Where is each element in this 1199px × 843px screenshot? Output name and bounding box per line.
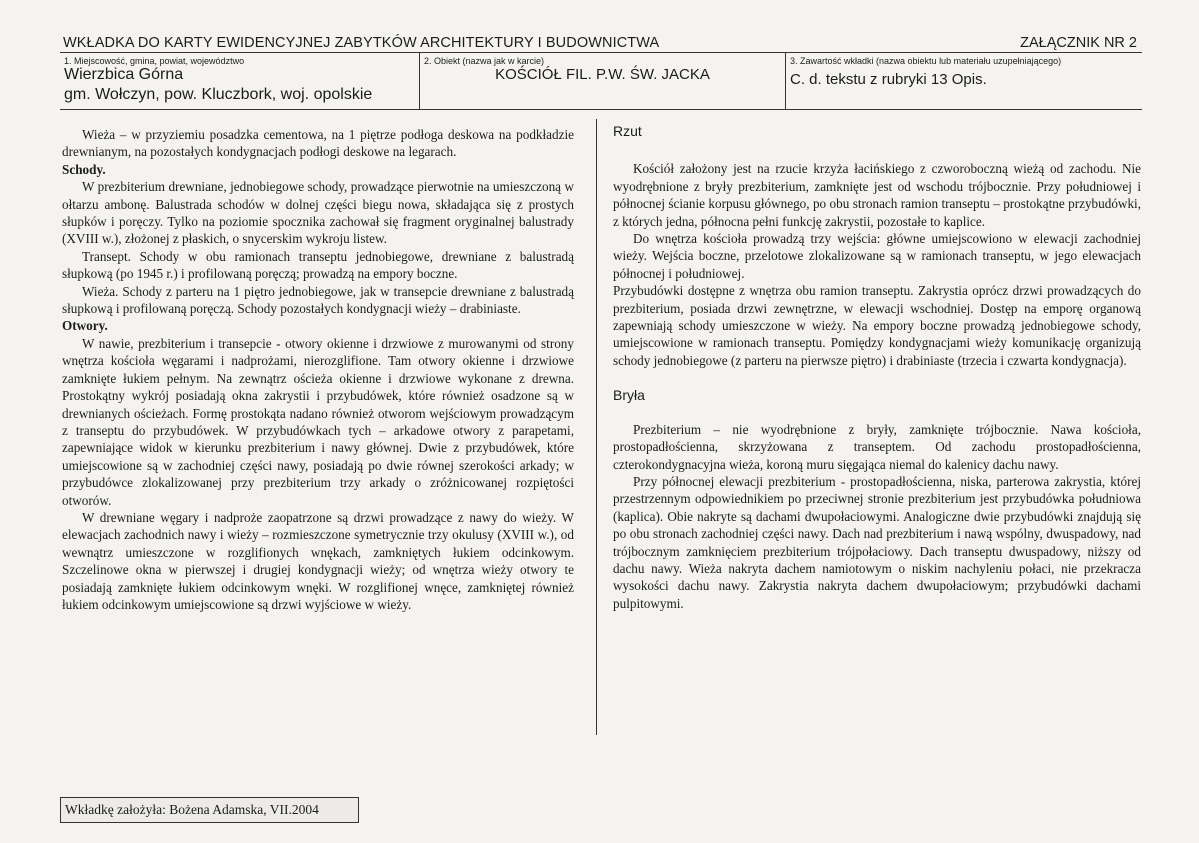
header-fields <box>60 52 1142 110</box>
contents-value: C. d. tekstu z rubryki 13 Opis. <box>790 71 987 88</box>
paragraph-massing-1: Prezbiterium – nie wyodrębnione z bryły, zamknięte trójbocznie. Nawa kościoła, prostopadłościenna, skrzyżowana z transeptem. Od zachodu prostopadłościenna, czterokondygnacyjna wieża, koroną muru sięgająca niemal do kalenicy dachu nawy. <box>613 421 1141 472</box>
field-object <box>419 53 785 109</box>
object-name: KOŚCIÓŁ FIL. P.W. ŚW. JACKA <box>495 66 710 83</box>
right-column <box>613 123 1141 612</box>
heading-plan: Rzut <box>613 123 642 139</box>
paragraph-plan-1: Kościół założony jest na rzucie krzyża łacińskiego z czworoboczną wieżą od zachodu. Nie wyodrębnione z bryły prezbiterium, zamknięte jest od wschodu trójbocznie. Przy południowej i północnej ścianie korpusu głównego, po obu stronach ramion transeptu – prostokątne przybudówki, z których jedna, północna pełni funkcję zakrystii, pozostałe to kaplice. <box>613 161 1141 229</box>
paragraph-stairs-tower: Wieża. Schody z parteru na 1 piętro jednobiegowe, jak w transepcie drewniane z balustradą słupkową i profilowaną poręczą. Schody pozostałych kondygnacji wieży – drabiniaste. <box>62 283 574 317</box>
heading-openings: Otwory. <box>62 318 108 334</box>
field-contents-label: 3. Zawartość wkładki (nazwa obiektu lub materiału uzupełniającego) <box>790 56 1062 66</box>
annex-number: ZAŁĄCZNIK NR 2 <box>1020 35 1137 51</box>
form-title: WKŁADKA DO KARTY EWIDENCYJNEJ ZABYTKÓW ARCHITEKTURY I BUDOWNICTWA <box>63 35 660 51</box>
paragraph-stairs-presbytery: W prezbiterium drewniane, jednobiegowe schody, prowadzące pierwotnie na umieszczoną w ołtarzu ambonę. Balustrada schodów w dolnej części biegu nowa, składająca się z prostych słupków i poręczy. Tylko na poziomie spocznika zachował się fragment oryginalnej balustrady (XVIII w.), złożonej z płaskich, o snycerskim wykroju listew. <box>62 179 574 247</box>
field-contents <box>785 53 1143 109</box>
heading-massing: Bryła <box>613 387 645 404</box>
paragraph-openings-2: W drewniane węgary i nadproże zaopatrzone są drzwi prowadzące z nawy do wieży. W elewacjach zachodnich nawy i wieży – rozmieszczone symetrycznie trzy okulusy (XVIII w.), od wewnątrz umieszczone w rozglifionych wnękach, zamkniętych łukiem odcinkowym. Szczelinowe okna w pierwszej i drugiej kondygnacji wieży; od wnętrza wieży otwory te posiadają zamknięte łukiem odcinkowym wnęki. W rozglifionej wnęce, zamkniętej również łukiem odcinkowym umiejscowione są drzwi wyjściowe w wieży. <box>62 509 574 612</box>
paragraph-stairs-transept: Transept. Schody w obu ramionach transeptu jednobiegowe, drewniane z balustradą słupkową (po 1945 r.) i profilowaną poręczą; prowadzą na empory boczne. <box>62 248 574 282</box>
paragraph-tower-floors: Wieża – w przyziemiu posadzka cementowa, na 1 piętrze podłoga deskowa na podkładzie drewnianym, na pozostałych kondygnacjach podłogi deskowe na legarach. <box>62 127 574 160</box>
location-admin: gm. Wołczyn, pow. Kluczbork, woj. opolskie <box>64 86 373 103</box>
field-location <box>60 53 418 109</box>
paragraph-plan-2: Do wnętrza kościoła prowadzą trzy wejścia: główne umiejscowiono w elewacji zachodniej wieży. Wejścia boczne, przelotowe zlokalizowane są w ramionach transeptu, w jego elewacjach północnej i południowej. <box>613 231 1141 281</box>
heading-stairs: Schody. <box>62 161 106 177</box>
field-location-label: 1. Miejscowość, gmina, powiat, województwo <box>64 56 245 66</box>
field-object-label: 2. Obiekt (nazwa jak w karcie) <box>424 56 545 66</box>
left-column <box>62 126 574 613</box>
paragraph-plan-3: Przybudówki dostępne z wnętrza obu ramion transeptu. Zakrystia oprócz drzwi prowadzących do prezbiterium, posiada drzwi zewnętrzne, w elewacji wschodniej. Dostęp na emporę organową zapewniają schody umieszczone w wieży. Na empory boczne prowadzą jednobiegowe schody, umiejscowione w ramionach transeptu. Pomiędzy kondygnacjami wieży komunikację organizują schody jednobiegowe (z parteru na pierwsze piętro) i drabiniaste (trzecia i czwarta kondygnacja). <box>613 283 1141 368</box>
paragraph-openings-1: W nawie, prezbiterium i transepcie - otwory okienne i drzwiowe z murowanymi od strony wnętrza kościoła węgarami i nadprożami, nierozglifione. Tam otwory okienne i drzwiowe zamknięte łukiem pełnym. Na zewnątrz ościeża okienne i drzwiowe wykonane z drewna. Prostokątny wykrój posiadają okna zakrystii i przybudówek, które również osadzone są w drewnianych ościeżach. Formę prostokąta nadano również otworom wejściowym prowadzącym z transeptu do przybudówek. W przybudówkach tych – arkadowe otwory z parapetami, zapewniające widok w kierunku prezbiterium i nawy głównej. Dwie z przybudówek, które umiejscowione są w zachodniej części nawy, posiadają po dwie równej szerokości arkady; w przybudówce zlokalizowanej przy prezbiterium trzy arkady o zróżnicowanej rozpiętości otworów. <box>62 335 574 508</box>
location-name: Wierzbica Górna <box>64 66 184 83</box>
paragraph-massing-2: Przy północnej elewacji prezbiterium - prostopadłościenna, niska, parterowa zakrystia, której przestrzennym odpowiednikiem po przeciwnej stronie prezbiterium jest przybudówka południowa (kaplica). Obie nakryte są dachami dwupołaciowymi. Analogiczne dwie przybudówki znajdują się po obu stronach zachodniej części nawy. Dach nad prezbiterium i nawą wspólny, dwuspadowy, nad trójbocznym zamknięciem prezbiterium trójpołaciowy. Dach transeptu dwuspadowy, niższy od dachu nawy. Wieża nakryta dachem namiotowym o niskim nachyleniu połaci, nie przekracza wysokości dachu nawy. Zakrystia nakryta dachem dwupołaciowym; przybudówki dachami pulpitowymi. <box>613 473 1141 611</box>
column-divider <box>596 119 597 735</box>
author-footer: Wkładkę założyła: Bożena Adamska, VII.2004 <box>60 797 359 823</box>
